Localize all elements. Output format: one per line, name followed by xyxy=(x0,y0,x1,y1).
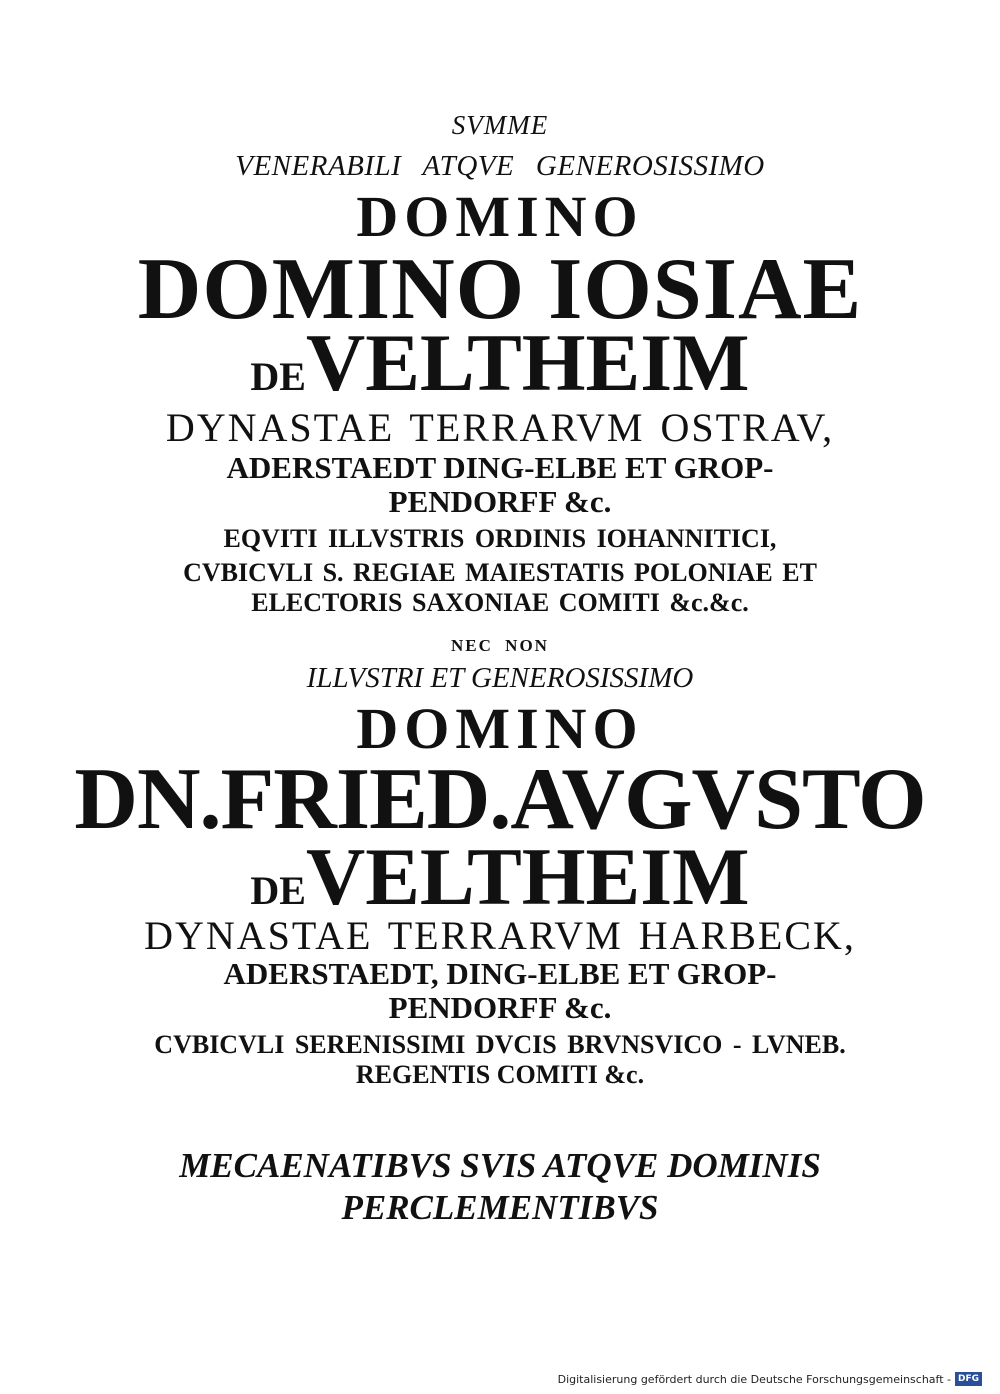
territories-line-3: ADERSTAEDT, DING-ELBE ET GROP- xyxy=(223,956,777,991)
digitization-footer xyxy=(558,1372,982,1386)
office-line-2: ELECTORIS SAXONIAE COMITI &c.&c. xyxy=(251,588,749,617)
territories-line-4: PENDORFF &c. xyxy=(388,990,612,1025)
surname-veltheim-2 xyxy=(0,831,1000,922)
office-line-3: CVBICVLI SERENISSIMI DVCIS BRVNSVICO - LVNEB. xyxy=(154,1030,846,1059)
office-line-4: REGENTIS COMITI &c. xyxy=(355,1060,645,1089)
dynasty-line-1: DYNASTAE TERRARVM OSTRAV, xyxy=(165,405,835,450)
title-domino-1: DOMINO xyxy=(356,184,644,249)
honorific-line: VENERABILI ATQVE GENEROSISSIMO xyxy=(235,150,765,182)
name-augusto: DN.FRIED.AVGVSTO xyxy=(74,751,926,848)
footer-text: Digitalisierung gefördert durch die Deutsche Forschungsgemeinschaft - xyxy=(557,1372,951,1386)
surname-prefix: DE xyxy=(250,868,306,913)
patrons-line-1: MECAENATIBVS SVIS ATQVE DOMINIS xyxy=(179,1146,821,1185)
dynasty-line-2: DYNASTAE TERRARVM HARBECK, xyxy=(144,913,856,958)
conjunction-line: NEC NON xyxy=(451,636,549,655)
office-line-1: CVBICVLI S. REGIAE MAIESTATIS POLONIAE ET xyxy=(183,558,817,587)
honorific-line-2: ILLVSTRI ET GENEROSISSIMO xyxy=(306,662,694,694)
dfg-logo-icon: DFG xyxy=(955,1372,982,1386)
surname-main: VELTHEIM xyxy=(306,831,750,922)
patrons-line-2: PERCLEMENTIBVS xyxy=(341,1188,659,1227)
dedication-heading: SVMME xyxy=(451,110,549,140)
surname-veltheim-1 xyxy=(0,317,1000,408)
surname-prefix: DE xyxy=(250,354,306,399)
territories-line-1: ADERSTAEDT DING-ELBE ET GROP- xyxy=(226,450,774,485)
surname-main: VELTHEIM xyxy=(306,317,750,408)
title-domino-2: DOMINO xyxy=(356,696,644,761)
order-line: EQVITI ILLVSTRIS ORDINIS IOHANNITICI, xyxy=(223,524,777,553)
territories-line-2: PENDORFF &c. xyxy=(388,484,612,519)
name-iosiae: DOMINO IOSIAE xyxy=(137,241,863,338)
